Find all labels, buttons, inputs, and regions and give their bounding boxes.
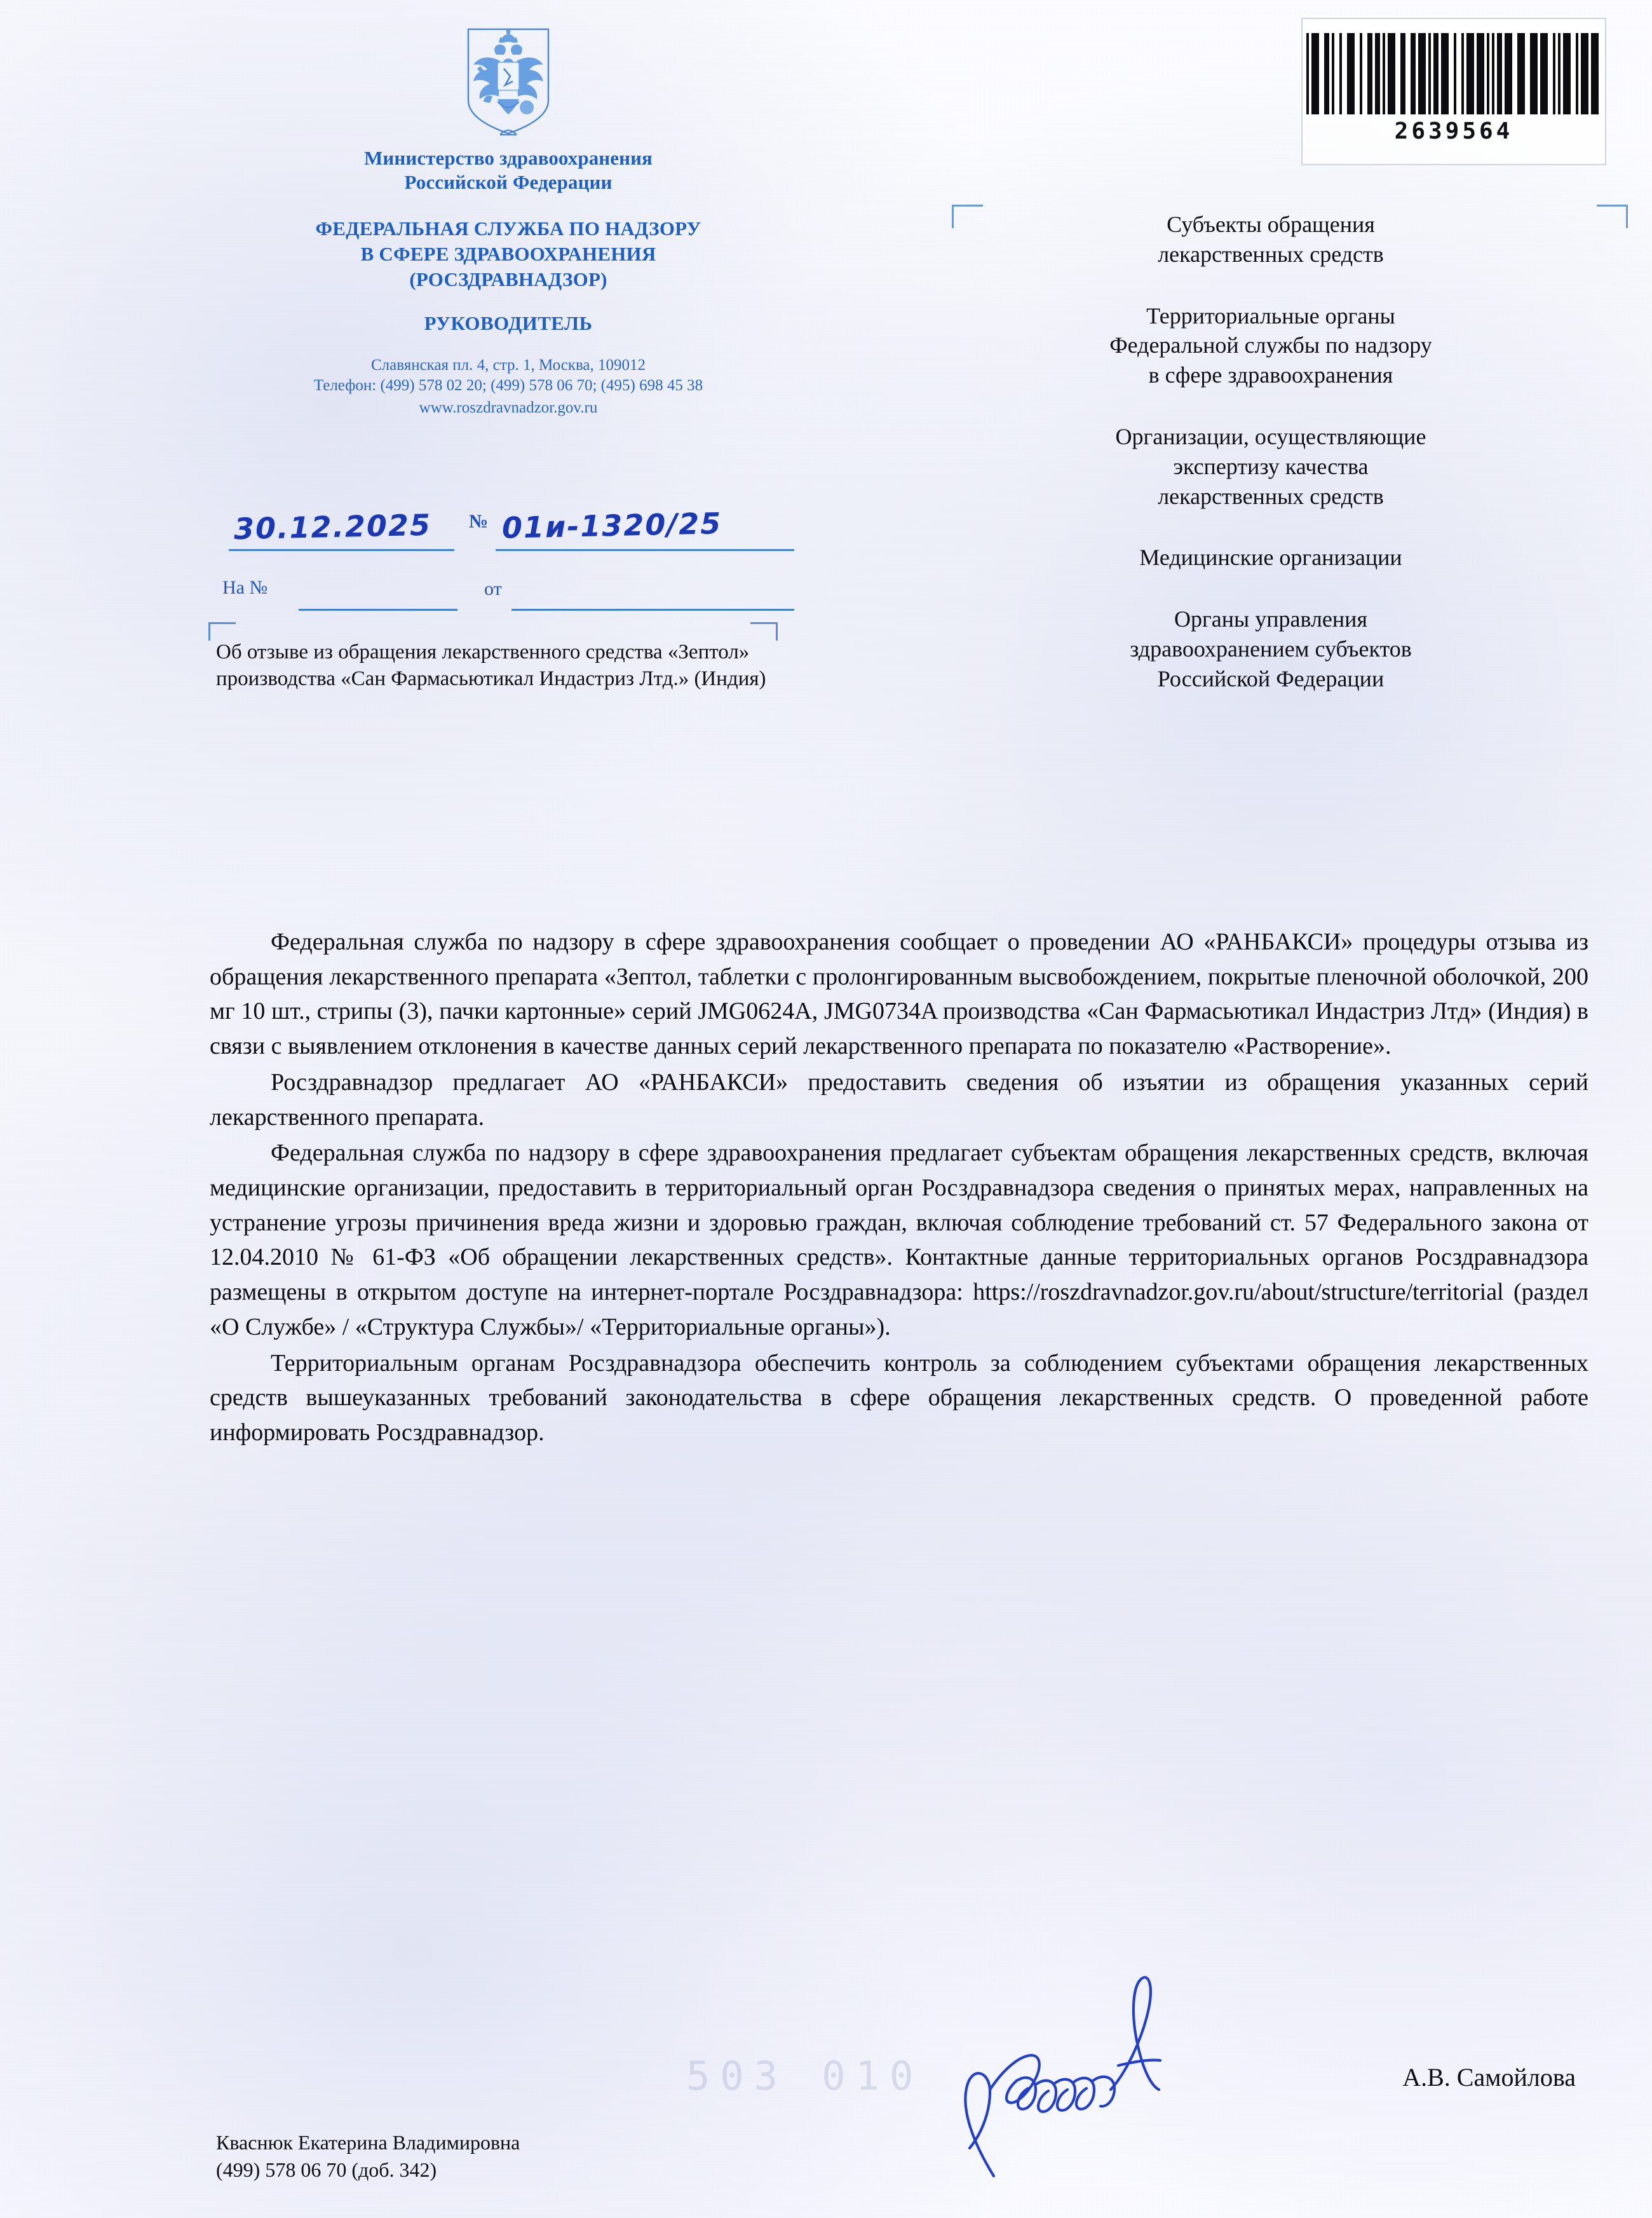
phone-numbers: Телефон: (499) 578 02 20; (499) 578 06 70; (495) 698 45 38: [313, 377, 703, 395]
letter-body: [210, 925, 1588, 1450]
website-url[interactable]: www.roszdravnadzor.gov.ru: [419, 398, 598, 416]
ministry-line-1: Министерство здравоохранения: [364, 147, 653, 169]
service-line-1: ФЕДЕРАЛЬНАЯ СЛУЖБА ПО НАДЗОРУ: [315, 217, 701, 240]
service-name: [203, 216, 813, 293]
number-rule: [496, 549, 794, 551]
addressee-line: Федеральной службы по надзору: [1109, 332, 1432, 358]
contact-person-phone: (499) 578 06 70 (доб. 342): [216, 2158, 437, 2182]
subject-text: Об отзыве из обращения лекарственного средства «Зептол» производства «Сан Фармасьютикал Индастриз Лтд.» (Индия): [216, 641, 766, 691]
ministry-line-2: Российской Федерации: [404, 170, 613, 193]
incoming-date-label: от: [484, 578, 502, 599]
addressee-corner-top-right-icon: [1597, 205, 1628, 228]
outgoing-date-value: 30.12.2025: [233, 507, 432, 547]
scan-artifact-number: 503 010: [686, 2053, 924, 2099]
outgoing-number-value: 01и-1320/25: [501, 506, 722, 545]
ministry-name: [203, 146, 813, 194]
body-paragraph-2: Росздравнадзор предлагает АО «РАНБАКСИ» предоставить сведения об изъятии из обращения указанных серий лекарственного препарата.: [210, 1068, 1588, 1131]
subject-block: [216, 639, 813, 692]
addressee-block-4: [966, 543, 1576, 573]
subject-corner-right-icon: [750, 622, 778, 641]
incoming-reference-line: [222, 572, 794, 629]
body-paragraph-1: Федеральная служба по надзору в сфере здравоохранения сообщает о проведении АО «РАНБАКСИ» процедуры отзыва из обращения лекарственного препарата «Зептол, таблетки с пролонгированным высвобождением, покрытые пленочной оболочкой, 200 мг 10 шт., стрипы (3), пачки картонные» серий JMG0624A, JMG0734A производства «Сан Фармасьютикал Индастриз Лтд» (Индия) в связи с выявлением отклонения в качестве данных серий лекарственного препарата по показателю «Растворение».: [210, 929, 1588, 1060]
incoming-number-label: На №: [222, 577, 268, 598]
incoming-date-rule: [511, 609, 794, 611]
addressee-line: здравоохранением субъектов: [1130, 636, 1412, 662]
addressee-block: [966, 210, 1576, 694]
service-line-3: (РОСЗДРАВНАДЗОР): [409, 268, 607, 291]
russian-coat-of-arms-icon: [461, 25, 556, 137]
addressee-line: Организации, осуществляющие: [1115, 423, 1426, 449]
contact-person-name: Кваснюк Екатерина Владимировна: [216, 2131, 520, 2154]
number-symbol: №: [469, 511, 489, 532]
addressee-line: в сфере здравоохранения: [1148, 362, 1393, 388]
letterhead-contacts: [203, 355, 813, 419]
incoming-number-rule: [299, 609, 457, 611]
addressee-line: экспертизу качества: [1173, 453, 1369, 479]
body-paragraph-4: Территориальным органам Росздравнадзора обеспечить контроль за соблюдением субъектами обращения лекарственных средств вышеуказанных требований законодательства в сфере обращения лекарственных средств. О проведенной работе информировать Росздравнадзор.: [210, 1349, 1588, 1446]
addressee-block-1: [966, 210, 1576, 269]
handwritten-signature-icon: [928, 1919, 1220, 2193]
addressee-line: лекарственных средств: [1158, 241, 1384, 267]
body-paragraph-3: Федеральная служба по надзору в сфере здравоохранения предлагает субъектам обращения лекарственных средств, включая медицинские организации, предоставить в территориальный орган Росздравнадзора сведения о принятых мерах, направленных на устранение угрозы причинения вреда жизни и здоровью граждан, включая соблюдение требований ст. 57 Федерального закона от 12.04.2010 № 61-ФЗ «Об обращении лекарственных средств». Контактные данные территориальных органов Росздравнадзора размещены в открытом доступе на интернет-портале Росздравнадзора: https://roszdravnadzor.gov.ru/about/structure/territorial (раздел «О Службе» / «Структура Службы»/ «Территориальные органы»).: [210, 1140, 1588, 1340]
addressee-line: Российской Федерации: [1157, 665, 1385, 691]
addressee-line: Органы управления: [1174, 606, 1367, 632]
contact-person-block: [216, 2129, 520, 2184]
addressee-block-5: [966, 604, 1576, 693]
barcode-box: [1301, 18, 1606, 165]
barcode-icon: [1306, 33, 1601, 114]
addressee-line: Субъекты обращения: [1167, 212, 1375, 237]
barcode-number: 2639564: [1394, 118, 1513, 144]
addressee-block-3: [966, 422, 1576, 511]
addressee-line: лекарственных средств: [1158, 483, 1384, 509]
subject-corner-left-icon: [208, 622, 236, 641]
addressee-line: Территориальные органы: [1146, 303, 1395, 329]
addressee-block-2: [966, 301, 1576, 390]
addressee-line: Медицинские организации: [1139, 545, 1402, 571]
postal-address: Славянская пл. 4, стр. 1, Москва, 109012: [370, 356, 646, 374]
signer-name: А.В. Самойлова: [1402, 2063, 1576, 2092]
service-line-2: В СФЕРЕ ЗДРАВООХРАНЕНИЯ: [360, 242, 656, 265]
date-rule: [229, 549, 454, 551]
letterhead: [203, 25, 813, 418]
position-title: РУКОВОДИТЕЛЬ: [424, 311, 593, 334]
